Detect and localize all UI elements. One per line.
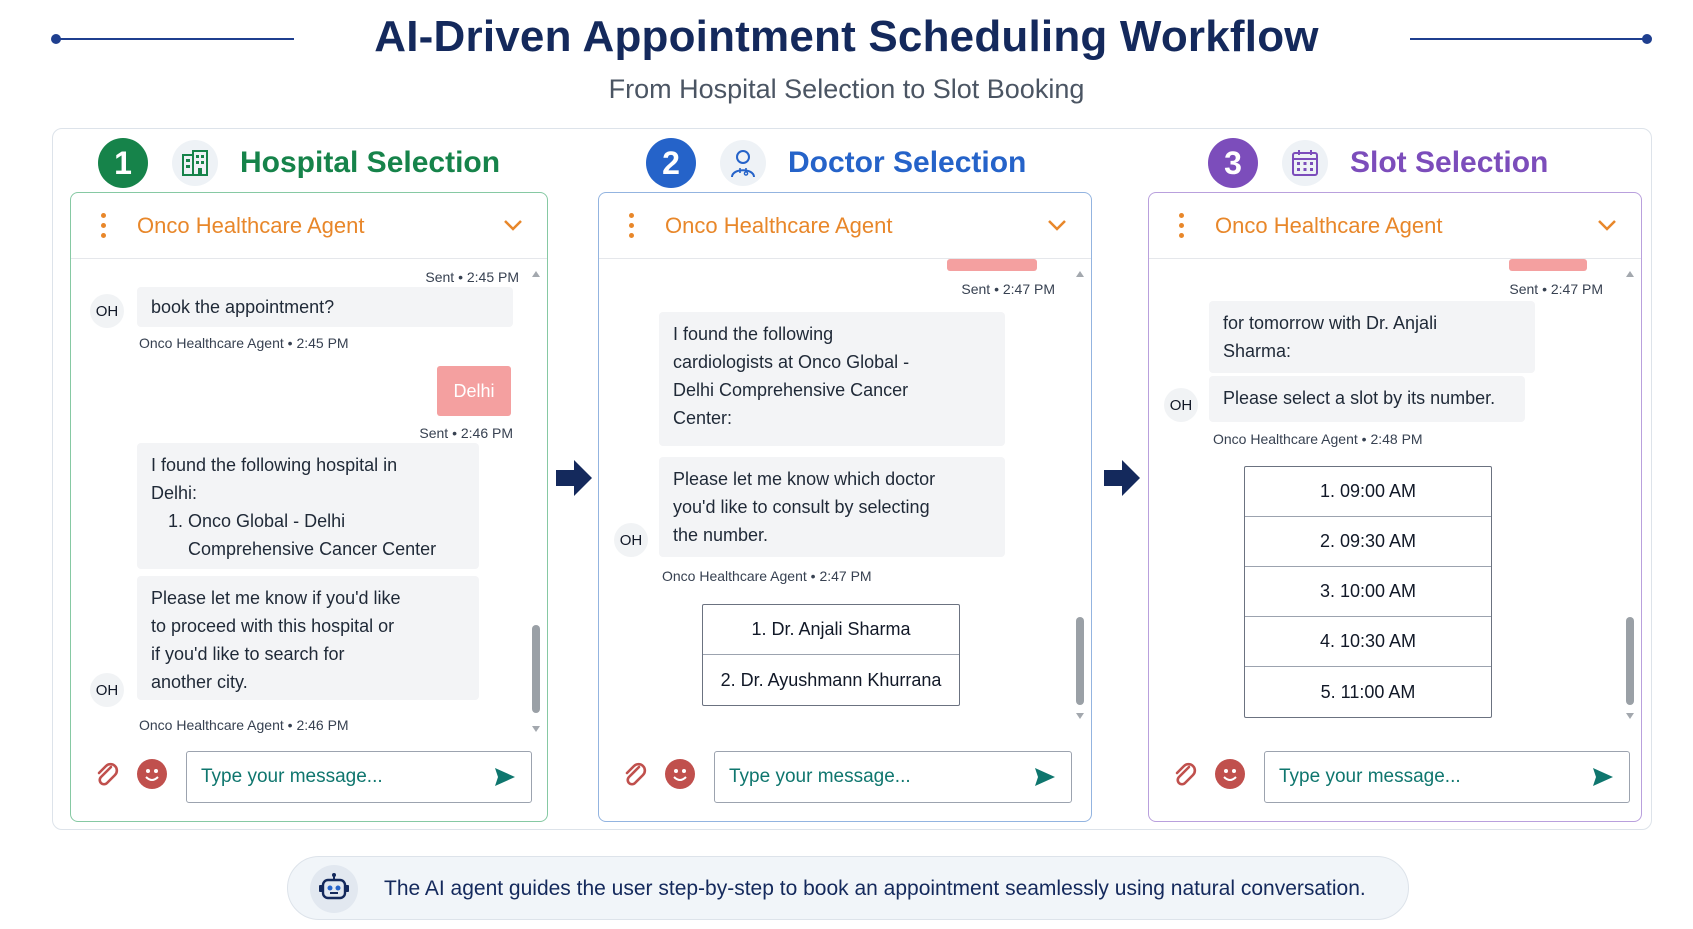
flow-arrow-icon xyxy=(556,458,592,498)
message-line: the number. xyxy=(673,525,769,545)
flow-arrow-icon xyxy=(1104,458,1140,498)
doctor-options-list xyxy=(702,604,960,706)
message-line: I found the following hospital in xyxy=(151,455,398,475)
chat-header xyxy=(1149,193,1641,259)
slot-option[interactable]: 5. 11:00 AM xyxy=(1320,681,1416,702)
kebab-menu-icon[interactable] xyxy=(629,213,635,243)
calendar-icon xyxy=(1282,140,1328,186)
agent-message xyxy=(137,576,479,700)
message-input[interactable] xyxy=(1264,751,1630,803)
hospital-building-icon xyxy=(172,140,218,186)
agent-timestamp: Onco Healthcare Agent • 2:48 PM xyxy=(1213,431,1423,447)
avatar: OH xyxy=(90,294,124,328)
agent-message xyxy=(659,312,1005,446)
sent-timestamp: Sent • 2:46 PM xyxy=(419,425,513,441)
message-line: Please let me know which doctor xyxy=(673,469,936,489)
message-input-placeholder: Type your message... xyxy=(729,766,911,787)
chat-panel-slot xyxy=(1148,192,1642,822)
step-3-number: 3 xyxy=(1208,138,1258,188)
scroll-up-icon[interactable] xyxy=(1076,271,1084,277)
emoji-icon[interactable] xyxy=(1215,759,1245,789)
message-input-placeholder: Type your message... xyxy=(201,766,383,787)
avatar: OH xyxy=(90,673,124,707)
scrollbar-thumb[interactable] xyxy=(1626,617,1634,705)
message-line: for tomorrow with Dr. Anjali xyxy=(1223,313,1438,333)
message-line: another city. xyxy=(151,672,248,692)
slot-option[interactable]: 2. 09:30 AM xyxy=(1245,517,1491,567)
avatar: OH xyxy=(1164,388,1198,422)
hospital-option: 1. Onco Global - Delhi xyxy=(168,511,346,531)
chat-header xyxy=(599,193,1091,259)
message-line: Center: xyxy=(673,408,733,428)
message-input-placeholder: Type your message... xyxy=(1279,766,1461,787)
user-message-partial xyxy=(1509,259,1587,271)
chevron-down-icon[interactable] xyxy=(1045,213,1069,237)
chat-footer xyxy=(71,739,547,821)
slot-option[interactable]: 1. 09:00 AM xyxy=(1245,467,1491,517)
emoji-icon[interactable] xyxy=(665,759,695,789)
message-line: you'd like to consult by selecting xyxy=(673,497,930,517)
scrollbar-thumb[interactable] xyxy=(532,625,540,713)
sent-timestamp: Sent • 2:45 PM xyxy=(425,269,519,285)
robot-icon xyxy=(310,865,358,913)
kebab-menu-icon[interactable] xyxy=(1179,213,1185,243)
paperclip-icon[interactable] xyxy=(621,761,649,789)
message-line: if you'd like to search for xyxy=(151,644,345,664)
step-1-header xyxy=(98,134,500,192)
message-line: Sharma: xyxy=(1223,341,1292,361)
chevron-down-icon[interactable] xyxy=(1595,213,1619,237)
agent-message: book the appointment? xyxy=(137,287,513,327)
scroll-down-icon[interactable] xyxy=(1626,713,1634,719)
paperclip-icon[interactable] xyxy=(1171,761,1199,789)
send-icon[interactable] xyxy=(493,765,517,789)
chat-footer xyxy=(1149,739,1641,821)
agent-message: Please select a slot by its number. xyxy=(1209,376,1525,422)
agent-name: Onco Healthcare Agent xyxy=(137,213,365,238)
scrollbar-thumb[interactable] xyxy=(1076,617,1084,705)
user-message-partial xyxy=(947,259,1037,271)
agent-message xyxy=(137,443,479,569)
agent-message xyxy=(1209,301,1535,373)
step-2-number: 2 xyxy=(646,138,696,188)
chat-header xyxy=(71,193,547,259)
agent-timestamp: Onco Healthcare Agent • 2:45 PM xyxy=(139,335,349,351)
send-icon[interactable] xyxy=(1591,765,1615,789)
step-1-title: Hospital Selection xyxy=(240,146,501,179)
paperclip-icon[interactable] xyxy=(93,761,121,789)
step-2-title: Doctor Selection xyxy=(788,146,1027,179)
kebab-menu-icon[interactable] xyxy=(101,213,107,243)
send-icon[interactable] xyxy=(1033,765,1057,789)
step-1-number: 1 xyxy=(98,138,148,188)
scroll-down-icon[interactable] xyxy=(532,726,540,732)
step-3-title: Slot Selection xyxy=(1350,146,1549,179)
sent-timestamp: Sent • 2:47 PM xyxy=(1509,281,1603,297)
chat-panel-hospital xyxy=(70,192,548,822)
scroll-down-icon[interactable] xyxy=(1076,713,1084,719)
header-dot-right xyxy=(1642,34,1652,44)
message-line: Please let me know if you'd like xyxy=(151,588,401,608)
slot-option[interactable]: 3. 10:00 AM xyxy=(1245,567,1491,617)
message-input[interactable] xyxy=(714,751,1072,803)
chat-footer xyxy=(599,739,1091,821)
user-message: Delhi xyxy=(437,366,511,416)
message-input[interactable] xyxy=(186,751,532,803)
sent-timestamp: Sent • 2:47 PM xyxy=(961,281,1055,297)
page-title: AI-Driven Appointment Scheduling Workflow xyxy=(374,12,1319,61)
slot-options-list xyxy=(1244,466,1492,718)
caption-banner xyxy=(287,856,1409,920)
doctor-option[interactable]: 1. Dr. Anjali Sharma xyxy=(703,605,959,655)
page-subtitle: From Hospital Selection to Slot Booking xyxy=(608,74,1085,104)
chevron-down-icon[interactable] xyxy=(501,213,525,237)
step-3-header xyxy=(1208,134,1548,192)
step-2-header xyxy=(646,134,1026,192)
message-line: Delhi: xyxy=(151,483,198,503)
doctor-option[interactable]: 2. Dr. Ayushmann Khurrana xyxy=(720,669,942,690)
avatar: OH xyxy=(614,523,648,557)
caption-text: The AI agent guides the user step-by-step to book an appointment seamlessly using natural conversation. xyxy=(384,877,1366,900)
scroll-up-icon[interactable] xyxy=(532,271,540,277)
agent-timestamp: Onco Healthcare Agent • 2:46 PM xyxy=(139,717,349,733)
agent-name: Onco Healthcare Agent xyxy=(665,213,893,238)
chat-panel-doctor xyxy=(598,192,1092,822)
header-line-right xyxy=(1410,38,1650,40)
agent-name: Onco Healthcare Agent xyxy=(1215,213,1443,238)
message-line: to proceed with this hospital or xyxy=(151,616,395,636)
agent-timestamp: Onco Healthcare Agent • 2:47 PM xyxy=(662,568,872,584)
slot-option[interactable]: 4. 10:30 AM xyxy=(1245,617,1491,667)
hospital-option-cont: Comprehensive Cancer Center xyxy=(188,539,437,559)
message-line: cardiologists at Onco Global - xyxy=(673,352,910,372)
agent-message xyxy=(659,457,1005,557)
message-line: I found the following xyxy=(673,324,834,344)
emoji-icon[interactable] xyxy=(137,759,167,789)
message-line: Delhi Comprehensive Cancer xyxy=(673,380,909,400)
scroll-up-icon[interactable] xyxy=(1626,271,1634,277)
doctor-icon xyxy=(720,140,766,186)
